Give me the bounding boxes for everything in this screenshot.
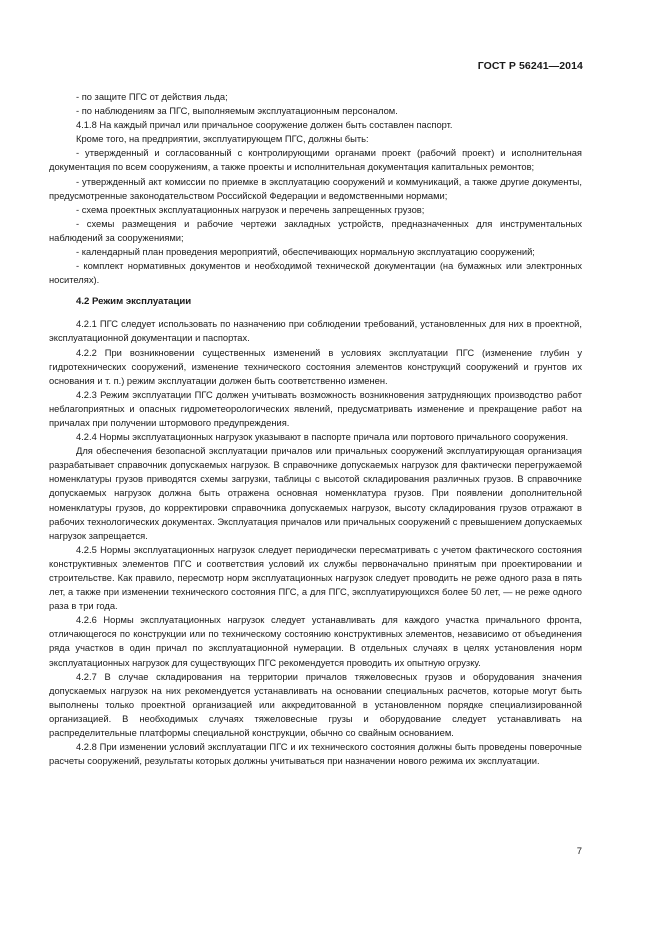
- paragraph: 4.2.8 При изменении условий эксплуатации ПГС и их технического состояния должны быть проведены поверочные расчеты сооружений, результаты которых должны учитываться при назначении нового режима их эксплуатации.: [49, 742, 582, 767]
- paragraph: 4.2.3 Режим эксплуатации ПГС должен учитывать возможность возникновения затрудняющих производство работ неблагоприятных и опасных гидрометеорологических явлений, предусматривать изменение и прекращение работ на причалах при получении штормового предупреждения.: [49, 389, 582, 428]
- page-header: ГОСТ Р 56241—2014: [477, 60, 583, 72]
- paragraph: 4.2.4 Нормы эксплуатационных нагрузок указывают в паспорте причала или портового причального сооружения.: [76, 432, 569, 443]
- paragraph: 4.2.1 ПГС следует использовать по назначению при соблюдении требований, установленных для них в проектной, эксплуатационной документации и паспортах.: [49, 319, 582, 344]
- document-body: [49, 90, 582, 768]
- list-item: - утвержденный и согласованный с контролирующими органами проект (рабочий проект) и исполнительная документация по всем сооружениям, а также проекты и исполнительная документация капитальных ремонтов;: [49, 148, 582, 173]
- list-item: - по защите ПГС от действия льда;: [76, 92, 228, 102]
- paragraph-also: Кроме того, на предприятии, эксплуатирующем ПГС, должны быть:: [76, 134, 369, 145]
- paragraph: Для обеспечения безопасной эксплуатации причалов или причальных сооружений эксплуатирующая организация разрабатывает справочник допускаемых нагрузок. В справочнике допускаемых нагрузок для фактически перегружаемой номенклатуры грузов приводятся схемы загрузки, таблицы с высотой складирования различных грузов. В справочнике допускаемых нагрузок должна быть отражена основная номенклатура грузов. При появлении дополнительной номенклатуры грузов, до корректировки справочника допускаемых нагрузок, высоту складирования грузов отражают в рабочих технологических документах. Эксплуатация причалов или причальных сооружений с превышением допускаемых нагрузок запрещается.: [49, 446, 582, 541]
- list-item: - по наблюдениям за ПГС, выполняемым эксплуатационным персоналом.: [76, 106, 398, 117]
- paragraph: 4.2.6 Нормы эксплуатационных нагрузок следует устанавливать для каждого участка причального фронта, отличающегося по конструкции или по техническому состоянию конструктивных элементов, независимо от объединения ряда участков в один причал по эксплуатационной нумерации. В отдельных случаях в целях установления норм эксплуатационных нагрузок для существующих ПГС рекомендуется проводить их опытную огрузку.: [49, 615, 582, 668]
- page-number: 7: [576, 846, 582, 857]
- section-heading: 4.2 Режим эксплуатации: [76, 296, 192, 308]
- paragraph: 4.2.7 В случае складирования на территории причалов тяжеловесных грузов и оборудования значения допускаемых нагрузок на них рекомендуется устанавливать на основании специальных расчетов, которые могут быть выполнены только проектной организацией или аккредитованной в установленном порядке специализированной организацией. В необходимых случаях тяжеловесные грузы и оборудование следует устанавливать на распределительные платформы специальной конструкции, обычно со свайным основанием.: [49, 671, 582, 739]
- list-item: - схемы размещения и рабочие чертежи закладных устройств, предназначенных для инструментальных наблюдений за сооружениями;: [49, 218, 582, 243]
- list-item: - комплект нормативных документов и необходимой технической документации (на бумажных или электронных носителях).: [49, 261, 582, 286]
- paragraph-4-1-8: 4.1.8 На каждый причал или причальное сооружение должен быть составлен паспорт.: [76, 120, 453, 131]
- list-item: - календарный план проведения мероприятий, обеспечивающих нормальную эксплуатацию сооружений;: [76, 247, 535, 258]
- list-item: - схема проектных эксплуатационных нагрузок и перечень запрещенных грузов;: [76, 204, 425, 215]
- paragraph: 4.2.5 Нормы эксплуатационных нагрузок следует периодически пересматривать с учетом фактического состояния конструктивных элементов ПГС и соответствия условий их службы первоначально принятым при проектировании и строительстве. Как правило, пересмотр норм эксплуатационных нагрузок следует проводить не реже одного раза в пять лет, а также при изменении технического состояния ПГС, а для ПГС, эксплуатирующихся более 50 лет, — не реже одного раза в три года.: [49, 544, 582, 612]
- list-item: - утвержденный акт комиссии по приемке в эксплуатацию сооружений и коммуникаций, а также другие документы, предусмотренные законодательством Российской Федерации и ведомственными нормами;: [49, 176, 582, 201]
- paragraph: 4.2.2 При возникновении существенных изменений в условиях эксплуатации ПГС (изменение глубин у гидротехнических сооружений, изменение технического состояния элементов конструкций сооружений и грунтов их основания и т. п.) режим эксплуатации должен быть соответственно изменен.: [49, 347, 582, 386]
